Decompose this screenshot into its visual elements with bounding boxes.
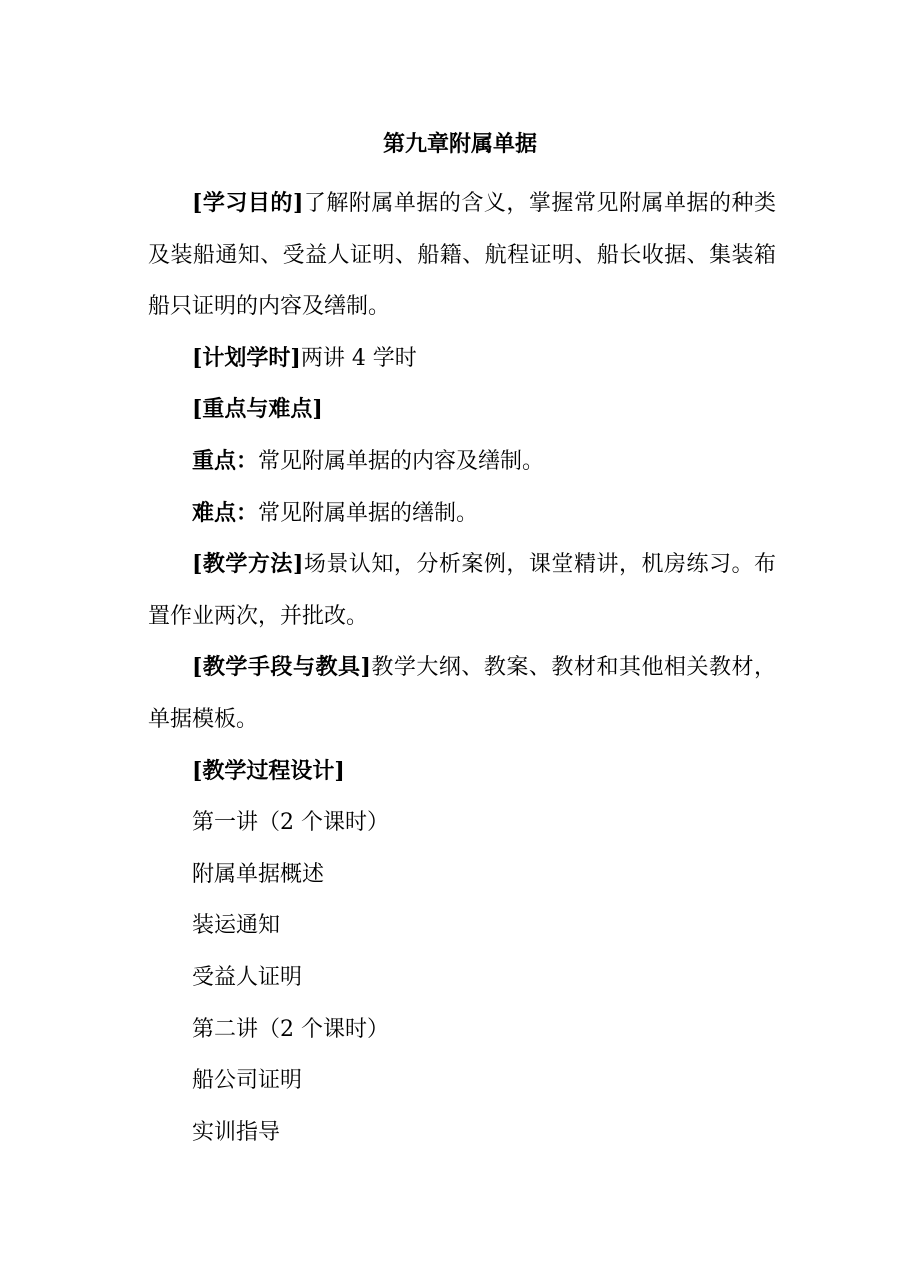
- document-body: [148, 178, 776, 1158]
- key-points-label: [重点与难点]: [192, 396, 323, 423]
- outline-item: 附属单据概述: [192, 861, 325, 887]
- page-title: 第九章附属单据: [382, 131, 537, 157]
- process-label: [教学过程设计]: [192, 757, 345, 784]
- difficulty-paragraph: [148, 488, 776, 540]
- focus-label: 重点：: [192, 447, 259, 474]
- focus-text: 常见附属单据的内容及缮制。: [258, 448, 545, 474]
- outline-item: 受益人证明: [192, 964, 303, 990]
- focus-paragraph: [148, 436, 776, 488]
- outline-item: 第二讲（2 个课时）: [192, 1016, 389, 1042]
- outline-item: 实训指导: [192, 1119, 281, 1145]
- tools-text: 教学大纲、教案、教材和其他相关教材，单据模板。: [148, 655, 776, 732]
- objective-label: [学习目的]: [192, 190, 304, 216]
- methods-label: [教学方法]: [192, 551, 304, 578]
- outline-item: 船公司证明: [192, 1068, 303, 1094]
- hours-label: [计划学时]: [192, 344, 301, 371]
- process-heading: [148, 746, 776, 798]
- tools-paragraph: [148, 642, 776, 745]
- difficulty-text: 常见附属单据的缮制。: [258, 500, 479, 526]
- key-points-heading: [148, 384, 776, 436]
- objective-paragraph: [148, 178, 776, 333]
- tools-label: [教学手段与教具]: [192, 654, 371, 681]
- methods-paragraph: [148, 539, 776, 642]
- hours-paragraph: [148, 333, 776, 385]
- hours-text: 两讲 4 学时: [300, 345, 417, 371]
- outline-item: 装运通知: [192, 913, 281, 939]
- outline-item: 第一讲（2 个课时）: [192, 810, 389, 836]
- difficulty-label: 难点：: [192, 499, 259, 526]
- methods-text: 场景认知，分析案例，课堂精讲，机房练习。布置作业两次，并批改。: [148, 552, 776, 629]
- objective-text: 了解附属单据的含义，掌握常见附属单据的种类及装船通知、受益人证明、船籍、航程证明、船长收据、集装箱船只证明的内容及缮制。: [148, 191, 776, 320]
